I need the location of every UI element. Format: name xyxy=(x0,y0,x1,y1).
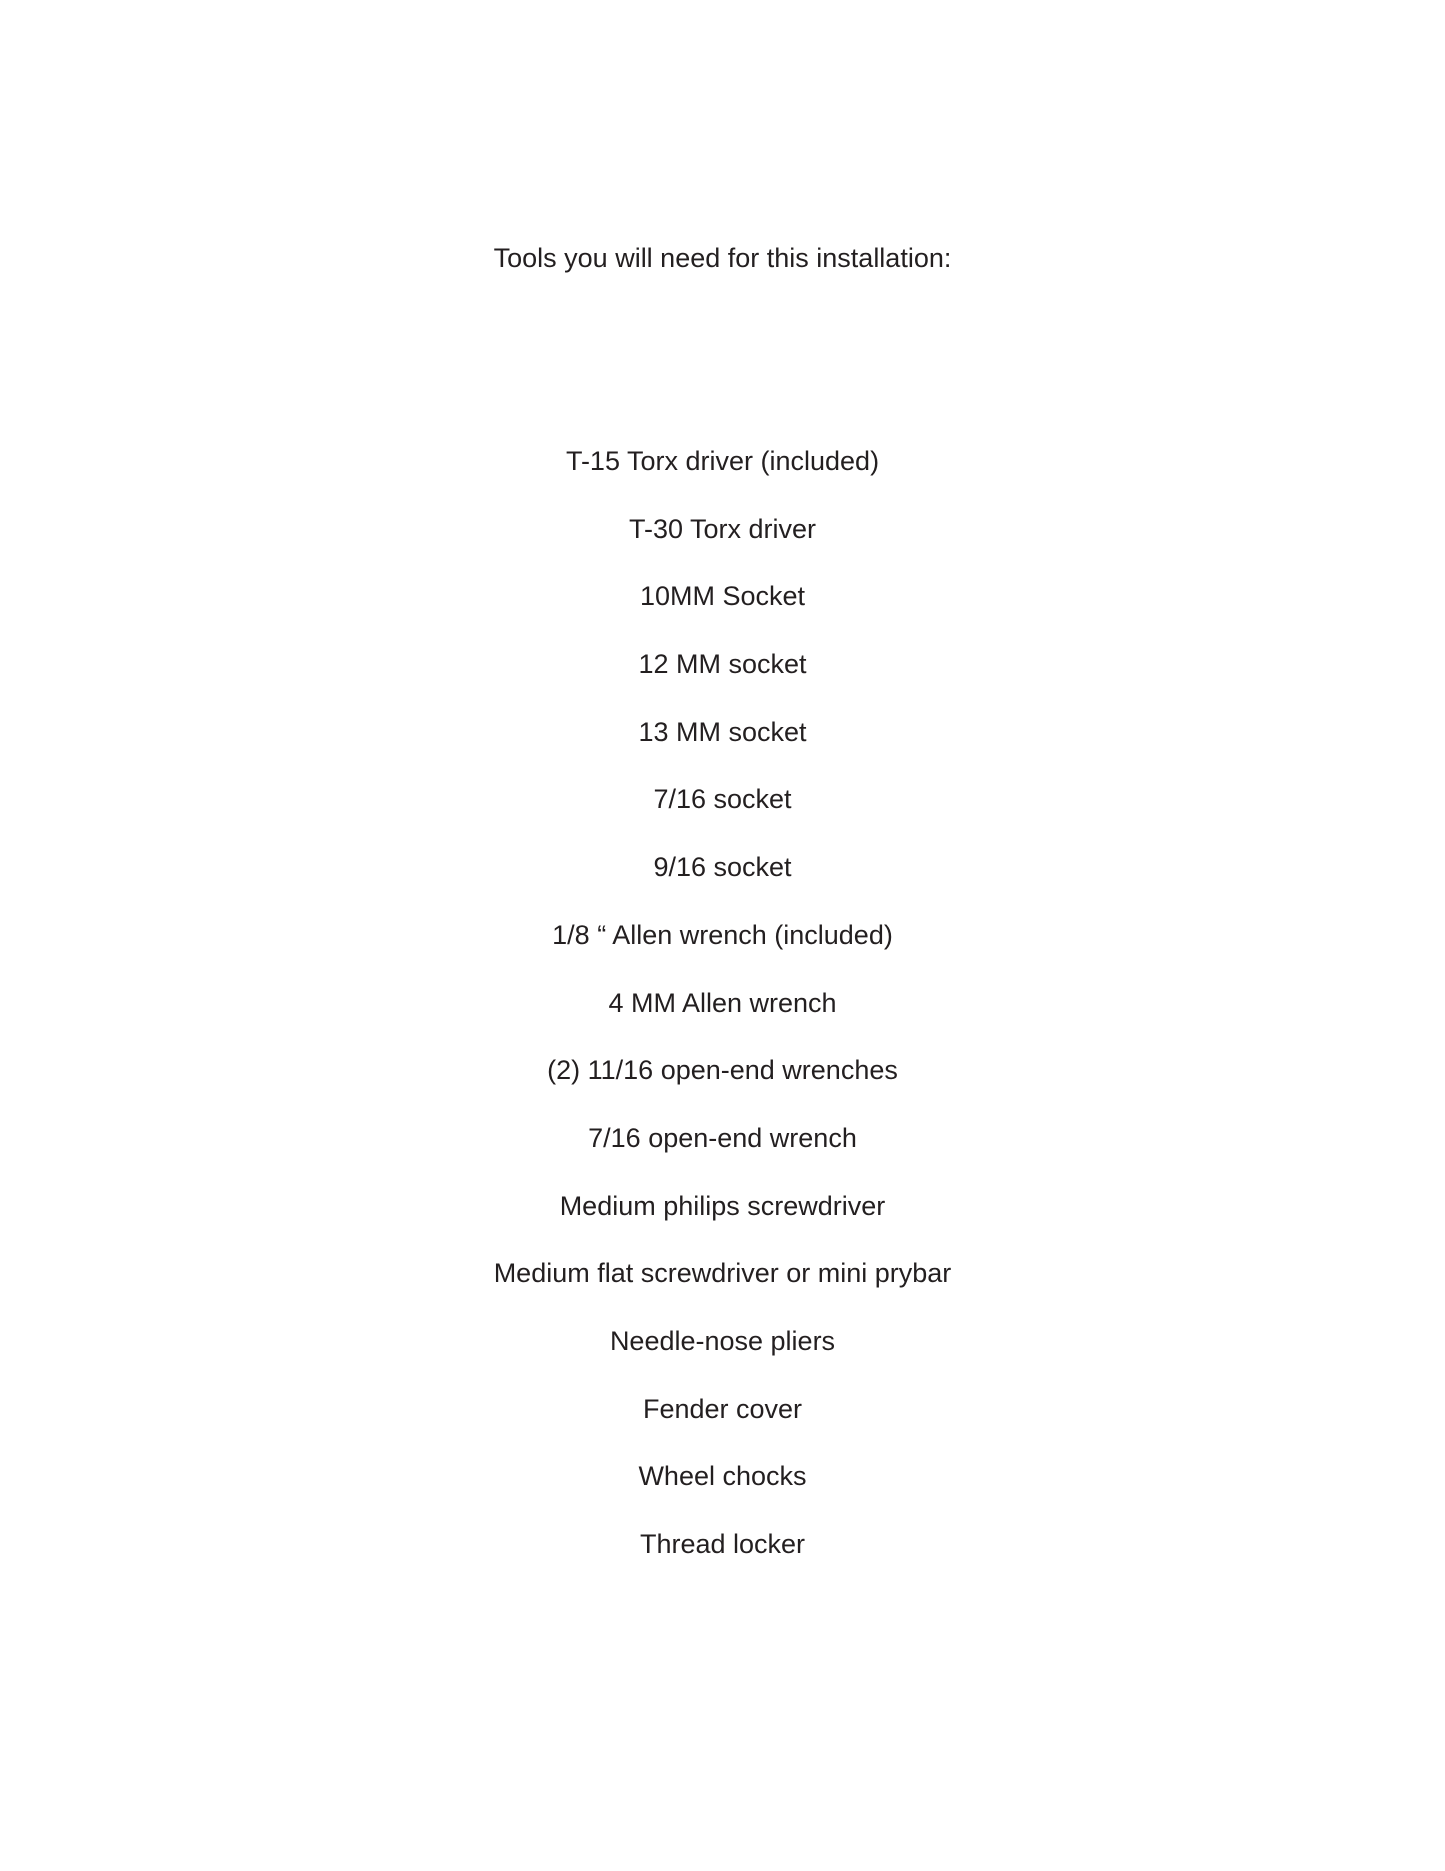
tool-item: Medium philips screwdriver xyxy=(559,1190,886,1221)
tool-item: (2) 11/16 open-end wrenches xyxy=(547,1055,898,1086)
tool-item: 7/16 socket xyxy=(653,784,792,815)
tool-item: Needle-nose pliers xyxy=(609,1325,836,1356)
tool-item: T-30 Torx driver xyxy=(628,513,817,544)
tool-list xyxy=(0,443,1445,1594)
tool-item: 13 MM socket xyxy=(638,716,807,747)
tool-item: Thread locker xyxy=(639,1529,806,1559)
tool-item: 10MM Socket xyxy=(639,581,806,612)
tool-item: Wheel chocks xyxy=(638,1461,807,1492)
tool-item: Medium flat screwdriver or mini prybar xyxy=(493,1258,952,1289)
tools-heading: Tools you will need for this installation: xyxy=(493,243,952,273)
tool-item: Fender cover xyxy=(642,1393,803,1424)
tool-item: 12 MM socket xyxy=(638,649,807,680)
tool-item: 4 MM Allen wrench xyxy=(608,987,837,1018)
tool-item: 9/16 socket xyxy=(653,852,792,883)
tool-item: T-15 Torx driver (included) xyxy=(565,446,880,476)
tool-item: 1/8 “ Allen wrench (included) xyxy=(552,919,893,950)
tool-item: 7/16 open-end wrench xyxy=(588,1122,857,1153)
